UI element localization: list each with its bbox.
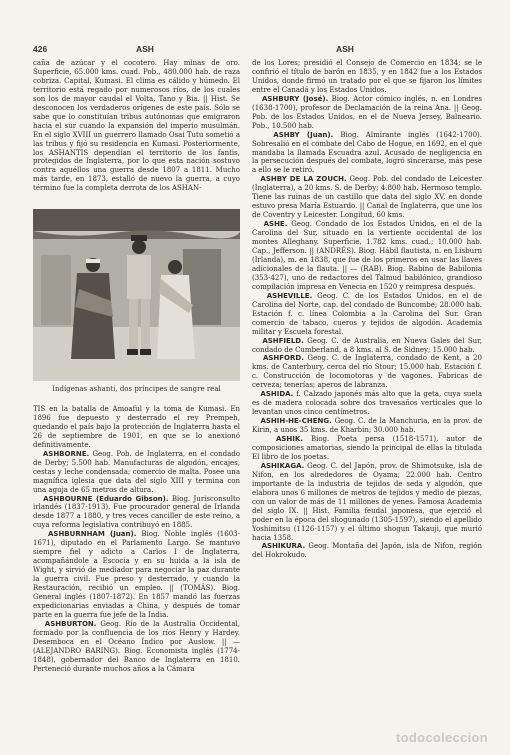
entry-ashih-he-cheng: ASHIH-HE-CHENG. Geog. C. de la Manchuria, en la prov. de Kirin, a unos 35 kms. de Kharbin; 30.000 hab.	[252, 417, 482, 435]
entry-ashby-de-la-zouch: ASHBY DE LA ZOUCH. Geog. Pob. del condado de Leicester (Inglaterra), a 20 kms. S. de Derby; 4.800 hab. Hermoso templo. Tiene las ruinas de un castillo que data del siglo XV, en donde estuvo presa María Estuardo. || Canal de Inglaterra, que une los de Coventry y Leicester. Longitud, 60 kms.	[252, 175, 482, 220]
entry-ashborne: ASHBORNE. Geog. Pob. de Inglaterra, en el condado de Derby; 5.500 hab. Manufacturas de algodón, encajes, cestas y leche condensada; comercio de malta. Posee una magnífica iglesia que data del siglo XIII y termina con una aguja de 65 metros de altura.	[33, 449, 241, 494]
entry-ashik: ASHIK. Biog. Poeta persa (1518-1571), autor de composiciones amatorias, siendo la principal de ellas la titulada El libro de los poetas.	[252, 435, 482, 461]
guide-word-right: ASH	[336, 44, 354, 54]
ashanti-text-cont: TIS en la batalla de Amoaful y la toma de Kumasi. En 1896 fue depuesto y desterrado el rey Prempeh, quedando el país bajo la protección de Inglaterra hasta el 26 de septiembre de 1901, en que se lo anexionó definitivamente.	[33, 405, 240, 449]
entry-ashburton: ASHBURTON. Geog. Río de la Australia Occidental, formado por la confluencia de los ríos Henry y Hardey. Desemboca en el Océano Índico por Auslow. || — (ALEJANDRO BARING). Biog. Economista inglés (1774-1848), gobernador del Banco de Inglaterra en 1810. Perteneció durante muchos años a la Cámara	[33, 619, 240, 673]
photo-caption: Indígenas ashanti, dos príncipes de sangre real	[52, 385, 221, 393]
entry-ashbourne: ASHBOURNE (Eduardo Gibson). Biog. Jurisconsulto irlandés (1837-1913). Fue procurador general de Irlanda desde 1877 a 1880, y tres veces canciller de este reino, a cuya reforma legislativa contribuyó en 1885.	[33, 494, 241, 530]
entry-ashikura: ASHIKURA. Geog. Montaña del Japón, isla de Nifon, región del Hokrokudo.	[252, 542, 482, 560]
entry-ashe: ASHE. Geog. Condado de los Estados Unidos, en el de la Carolina del Sur, situado en la vertiente occidental de los montes Alleghany. Superficie, 1.782 kms. cuad.; 10.000 hab. Cap., Jefferson. || (ANDRÉS). Biog. Hábil flautista, n. en Lisburn (Irlanda), m. en 1838, que fue de los primeros en usar las llaves adicionales de la flauta. || — (RAB). Biog. Rabino de Babilonia (353-427), uno de redactores del Talmud babilónico, grandioso compilación impresa en Venecia en 1520 y reimpresa después.	[252, 220, 482, 291]
page-number: 426	[33, 44, 48, 54]
ashburton-cont: de los Lores; presidió el Consejo de Comercio en 1834; se le confirió el título de barón en 1835, y en 1842 fue a los Estados Unidos, donde firmó un tratado por el que se fijaron los límites entre el Canadá y los Estados Unidos.	[252, 59, 482, 94]
entry-ashby: ASHBY (Juan). Biog. Almirante inglés (1642-1700). Sobresalió en el combate del Cabo de Hogue, en 1692, en el que mandaba la llamada Escuadra azul. Acusado de negligencia en la persecución después del combate, logró sincerarse, más pese a ello se le retiró.	[252, 130, 482, 175]
ashanti-text: caña de azúcar y el cocotero. Hay minas de oro. Superficie, 65.000 kms. cuad. Pob., 480.000 hab. de raza cobriza. Capital, Kumasi. El clima es cálido y húmedo. El territorio está regado por numerosos ríos, de los cuales son los de mayor caudal el Volta, Tano y Bia. || Hist. Se desconocen los verdaderos orígenes de este país. Sólo se sabe que lo constituían tribus autónomas que emigraron hacia el sur cuando la expansión del imperio musulmán. En el siglo XVIII un guerrero llamado Osai Tutu sometió a las tribus y fijó su residencia en Kumasi. Posteriormente, los ASHANTIS dependían el territorio de los fantis, protegidos de Inglaterra, por lo que esta nación sostuvo contra aquéllos una guerra desde 1807 a 1811. Mucho más tarde, en 1873, estalló de nuevo la guerra, a cuyo término fue la completa derrota de los ASHAN-	[33, 59, 240, 193]
entry-asheville: ASHEVILLE. Geog. C. de los Estados Unidos, en el de Carolina del Norte, cap. del condado de Buncombe; 28.000 hab. Estación f. c. línea Colombia a la Carolina del Sur. Gran comercio de tabaco, cueros y tejidos de algodón. Academia militar y Escuela forestal.	[252, 291, 482, 336]
watermark-logo: todocoleccion	[395, 730, 488, 745]
left-column-bottom	[33, 405, 240, 674]
entry-ashfield: ASHFIELD. Geog. C. de Australia, en Nueva Gales del Sur, condado de Cumberland, a 8 kms. al S. de Sidney; 15.000 hab.	[252, 336, 482, 354]
page-header	[0, 44, 510, 58]
entry-ashbury: ASHBURY (José). Biog. Actor cómico inglés, n. en Londres (1638-1700), profesor de Declamación de la reina Ana. || Geog. Pob. de los Estados Unidos, en el de Nueva Jersey, Balneario. Pob., 10.500 hab.	[252, 94, 482, 130]
right-column	[252, 59, 482, 560]
photo-ashanti-princes	[33, 209, 240, 381]
entry-ashford: ASHFORD. Geog. C. de Inglaterra, condado de Kent, a 20 kms. de Canterbury, cerca del río Stour; 15.000 hab. Estación f. c. Construcción de locomotoras y de vagones. Fabricas de cerveza; tenerías; aperos de labranza.	[252, 354, 482, 390]
photo-image	[33, 209, 240, 381]
left-column-top	[33, 59, 240, 193]
guide-word-left: ASH	[136, 44, 154, 54]
entry-ashida: ASHIDA. f. Calzado japonés más alto que la geta, cuya suela es de madera colocada sobre dos travesaños verticales que lo levantan unos cinco centímetros.	[252, 390, 482, 417]
entry-ashikaga: ASHIKAGA. Geog. C. del Japón, prov. de Shimotsuke, isla de Nifon, en los alrededores de Oyama; 22.000 hab. Centro importante de la industria de tejidos de seda y algodón, que elabora unos 6 millones de metros de tejidos y medio de piezas, con un valor de más de 11 millones de yenes. Famosa Academia del siglo IX. || Hist. Familia feudal japonesa, que ejerció el poder en la época del shogunado (1305-1597), siendo el apellido Yoshimitsu (1126-1157) y el último shogun Takauji, que murió hacia 1358.	[252, 461, 482, 542]
entry-ashburnham: ASHBURNHAM (Juan). Biog. Noble inglés (1603-1671), diputado en el Parlamento Largo. Se mantuvo siempre fiel y adicto a Carlos I de Inglaterra, acompañándole a Escocia y en su huida a la isla de Wight, y sirvió de mediador para negociar la paz durante la guerra civil. Fue preso y desterrado, y cuando la Restauración, recibió un empleo. || (TOMÁS). Biog. General inglés (1807-1872). En 1857 mandó las fuerzas expedicionarias enviadas a China, y después de tomar parte en la guerra fue jefe de la India.	[33, 530, 240, 619]
